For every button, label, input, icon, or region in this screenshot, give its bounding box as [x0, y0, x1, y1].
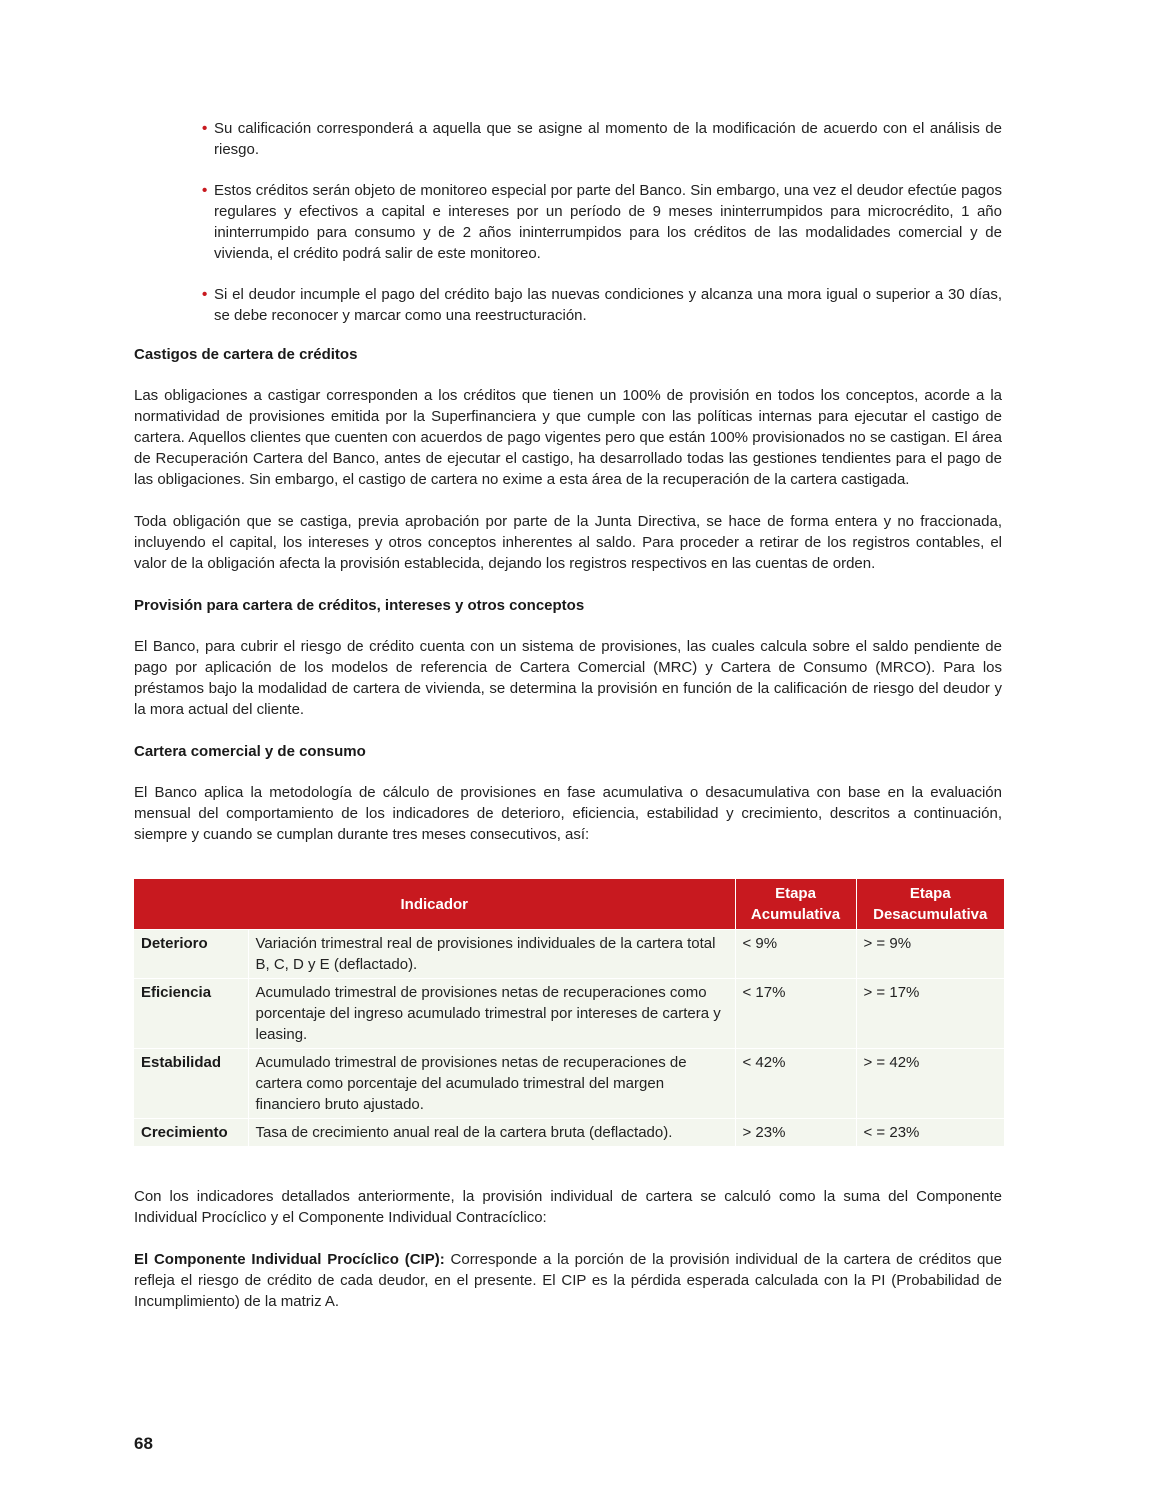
bullet-text: Estos créditos serán objeto de monitoreo especial por parte del Banco. Sin embargo, una vez el deudor efectúe pagos regulares y efectivos a capital e intereses por un período de 9 meses ininterrumpidos para microcrédito, 1 año ininterrumpido para consumo y de 2 años ininterrumpidos para los créditos de las modalidades comercial y de vivienda, el crédito podrá salir de este monitoreo. — [214, 182, 1002, 262]
indicator-name: Crecimiento — [134, 1119, 248, 1147]
paragraph-cip — [134, 1249, 1002, 1312]
section-heading-provision: Provisión para cartera de créditos, intereses y otros conceptos — [134, 597, 585, 614]
bullet-list — [202, 118, 1002, 326]
paragraph: El Banco, para cubrir el riesgo de crédito cuenta con un sistema de provisiones, las cuales calcula sobre el saldo pendiente de pago por aplicación de los modelos de referencia de Cartera Comercial (MRC) y Cartera de Consumo (MRCO). Para los préstamos bajo la modalidad de cartera de vivienda, se determina la provisión en función de la calificación de riesgo del deudor y la mora actual del cliente. — [134, 638, 1002, 718]
page-number: 68 — [134, 1434, 153, 1453]
section-heading-castigos: Castigos de cartera de créditos — [134, 346, 358, 363]
table-header-row — [134, 879, 1004, 930]
table-row — [134, 979, 1004, 1049]
bullet-item — [202, 118, 1002, 160]
bullet-dot-icon: • — [202, 182, 208, 199]
stage-desacumulativa: > = 9% — [856, 930, 1004, 979]
indicator-name: Estabilidad — [134, 1049, 248, 1119]
stage-acumulativa: > 23% — [735, 1119, 856, 1147]
header-indicador: Indicador — [134, 879, 735, 930]
indicator-description: Variación trimestral real de provisiones individuales de la cartera total B, C, D y E (deflactado). — [248, 930, 735, 979]
indicators-table — [134, 879, 1004, 1146]
page-content — [134, 118, 1002, 1312]
stage-acumulativa: < 42% — [735, 1049, 856, 1119]
bullet-text: Su calificación corresponderá a aquella que se asigne al momento de la modificación de acuerdo con el análisis de riesgo. — [214, 120, 1002, 158]
cip-definition: Corresponde a la porción de la provisión individual de la cartera de créditos que refleja el riesgo de crédito de cada deudor, en el presente. El CIP es la pérdida esperada calculada con la PI (Probabilidad de Incumplimiento) de la matriz A. — [134, 1251, 1002, 1310]
stage-desacumulativa: > = 42% — [856, 1049, 1004, 1119]
paragraph: Toda obligación que se castiga, previa aprobación por parte de la Junta Directiva, se hace de forma entera y no fraccionada, incluyendo el capital, los intereses y otros conceptos inherentes al saldo. Para proceder a retirar de los registros contables, el valor de la obligación afecta la provisión establecida, dejando los registros respectivos en las cuentas de orden. — [134, 513, 1002, 572]
indicator-description: Tasa de crecimiento anual real de la cartera bruta (deflactado). — [248, 1119, 735, 1147]
bullet-dot-icon: • — [202, 120, 208, 137]
header-acumulativa: Etapa Acumulativa — [735, 879, 856, 930]
indicator-description: Acumulado trimestral de provisiones netas de recuperaciones como porcentaje del ingreso acumulado trimestral por intereses de cartera y leasing. — [248, 979, 735, 1049]
stage-acumulativa: < 17% — [735, 979, 856, 1049]
section-heading-cartera: Cartera comercial y de consumo — [134, 743, 366, 760]
paragraph: Las obligaciones a castigar corresponden a los créditos que tienen un 100% de provisión en todos los conceptos, acorde a la normatividad de provisiones emitida por la Superfinanciera y que cumple con las políticas internas para ejecutar el castigo de cartera. Aquellos clientes que cuenten con acuerdos de pago vigentes pero que están 100% provisionados no se castigan. El área de Recuperación Cartera del Banco, antes de ejecutar el castigo, ha desarrollado todas las gestiones tendientes para el pago de las obligaciones. Sin embargo, el castigo de cartera no exime a esta área de la recuperación de la cartera castigada. — [134, 387, 1002, 488]
bullet-item — [202, 284, 1002, 326]
table-row — [134, 1049, 1004, 1119]
stage-desacumulativa: < = 23% — [856, 1119, 1004, 1147]
indicator-name: Deterioro — [134, 930, 248, 979]
bullet-item — [202, 180, 1002, 264]
bullet-text: Si el deudor incumple el pago del crédito bajo las nuevas condiciones y alcanza una mora igual o superior a 30 días, se debe reconocer y marcar como una reestructuración. — [214, 286, 1002, 324]
stage-acumulativa: < 9% — [735, 930, 856, 979]
cip-term: El Componente Individual Procíclico (CIP): — [134, 1251, 445, 1268]
indicator-description: Acumulado trimestral de provisiones netas de recuperaciones de cartera como porcentaje del acumulado trimestral del margen financiero bruto ajustado. — [248, 1049, 735, 1119]
stage-desacumulativa: > = 17% — [856, 979, 1004, 1049]
paragraph: El Banco aplica la metodología de cálculo de provisiones en fase acumulativa o desacumulativa con base en la evaluación mensual del comportamiento de los indicadores de deterioro, eficiencia, estabilidad y crecimiento, descritos a continuación, siempre y cuando se cumplan durante tres meses consecutivos, así: — [134, 784, 1002, 843]
bullet-dot-icon: • — [202, 286, 208, 303]
table-row — [134, 930, 1004, 979]
header-desacumulativa: Etapa Desacumulativa — [856, 879, 1004, 930]
paragraph: Con los indicadores detallados anteriormente, la provisión individual de cartera se calculó como la suma del Componente Individual Procíclico y el Componente Individual Contracíclico: — [134, 1188, 1002, 1226]
table-row — [134, 1119, 1004, 1147]
indicator-name: Eficiencia — [134, 979, 248, 1049]
